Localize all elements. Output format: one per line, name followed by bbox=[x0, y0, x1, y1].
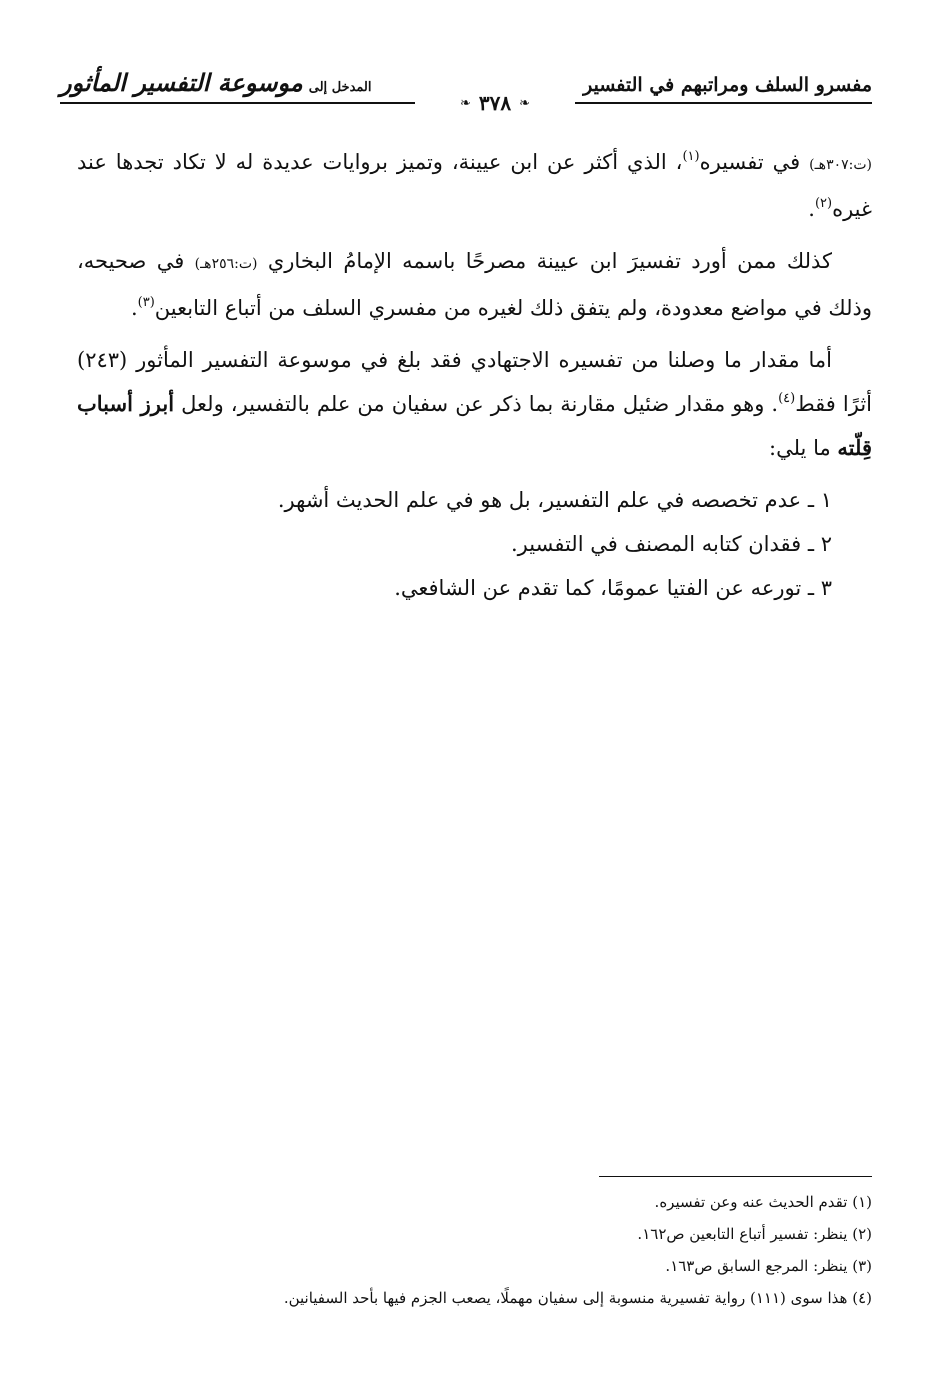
ornament-icon: ❧ bbox=[519, 95, 531, 111]
death-date: (ت:٣٠٧هـ) bbox=[809, 157, 872, 173]
list-item: ٢ ـ فقدان كتابه المصنف في التفسير. bbox=[511, 532, 832, 556]
footnote-rule bbox=[599, 1176, 872, 1177]
footnote-4: (٤) هذا سوى (١١١) رواية تفسيرية منسوبة إلى سفيان مهملًا، يصعب الجزم فيها بأحد السفيانين. bbox=[283, 1289, 872, 1307]
text-run: . bbox=[130, 296, 138, 320]
reasons-list bbox=[77, 478, 872, 610]
paragraph-3 bbox=[77, 338, 872, 470]
footnotes bbox=[77, 1186, 872, 1314]
book-title bbox=[60, 68, 372, 97]
footnote-ref-2[interactable]: (٢) bbox=[814, 196, 833, 211]
footnote-ref-1[interactable]: (١) bbox=[682, 149, 700, 164]
text-run: ما يلي: bbox=[769, 436, 838, 460]
text-run: في صحيحه، وذلك في مواضع معدودة، ولم يتفق ذلك لغيره من مفسري السلف من أتباع التابعين bbox=[77, 249, 872, 320]
bold-phrase: أبرز أسباب قِلّته bbox=[77, 391, 872, 460]
running-title: مفسرو السلف ومراتبهم في التفسير bbox=[583, 74, 872, 96]
footnote-ref-3[interactable]: (٣) bbox=[137, 295, 155, 310]
text-run: كذلك ممن أورد تفسيرَ ابن عيينة مصرحًا باسمه الإمامُ البخاري bbox=[257, 249, 832, 273]
footnote-1: (١) تقدم الحديث عنه وعن تفسيره. bbox=[654, 1193, 872, 1211]
text-run: . bbox=[808, 197, 815, 221]
list-item: ٣ ـ تورعه عن الفتيا عمومًا، كما تقدم عن الشافعي. bbox=[394, 576, 832, 600]
death-date: (ت:٢٥٦هـ) bbox=[194, 256, 258, 272]
text-run: . وهو مقدار ضئيل مقارنة بما ذكر عن سفيان من علم بالتفسير، ولعل bbox=[174, 392, 779, 416]
footnote-2: (٢) ينظر: تفسير أتباع التابعين ص١٦٢. bbox=[637, 1225, 872, 1243]
text-run: أما مقدار ما وصلنا من تفسيره الاجتهادي فقد بلغ في موسوعة التفسير المأثور (٢٤٣) أثرًا فقط bbox=[77, 348, 873, 416]
ornament-icon: ❧ bbox=[459, 95, 471, 111]
page-number-box bbox=[415, 92, 575, 114]
footnote-3: (٣) ينظر: المرجع السابق ص١٦٣. bbox=[665, 1257, 872, 1275]
text-run: ، الذي أكثر عن ابن عيينة، وتميز بروايات عديدة له لا تكاد تجدها عند غيره bbox=[77, 150, 872, 221]
book-title-prefix: المدخل إلى bbox=[308, 80, 372, 95]
main-text bbox=[77, 140, 872, 610]
page-number: ٣٧٨ bbox=[478, 91, 512, 115]
text-run: في تفسيره bbox=[699, 150, 810, 174]
footnote-ref-4[interactable]: (٤) bbox=[778, 391, 796, 406]
paragraph-2 bbox=[77, 239, 872, 330]
page-header bbox=[60, 62, 872, 115]
paragraph-1 bbox=[77, 140, 872, 231]
book-title-main: موسوعة التفسير المأثور bbox=[60, 68, 303, 97]
list-item: ١ ـ عدم تخصصه في علم التفسير، بل هو في علم الحديث أشهر. bbox=[277, 488, 832, 512]
